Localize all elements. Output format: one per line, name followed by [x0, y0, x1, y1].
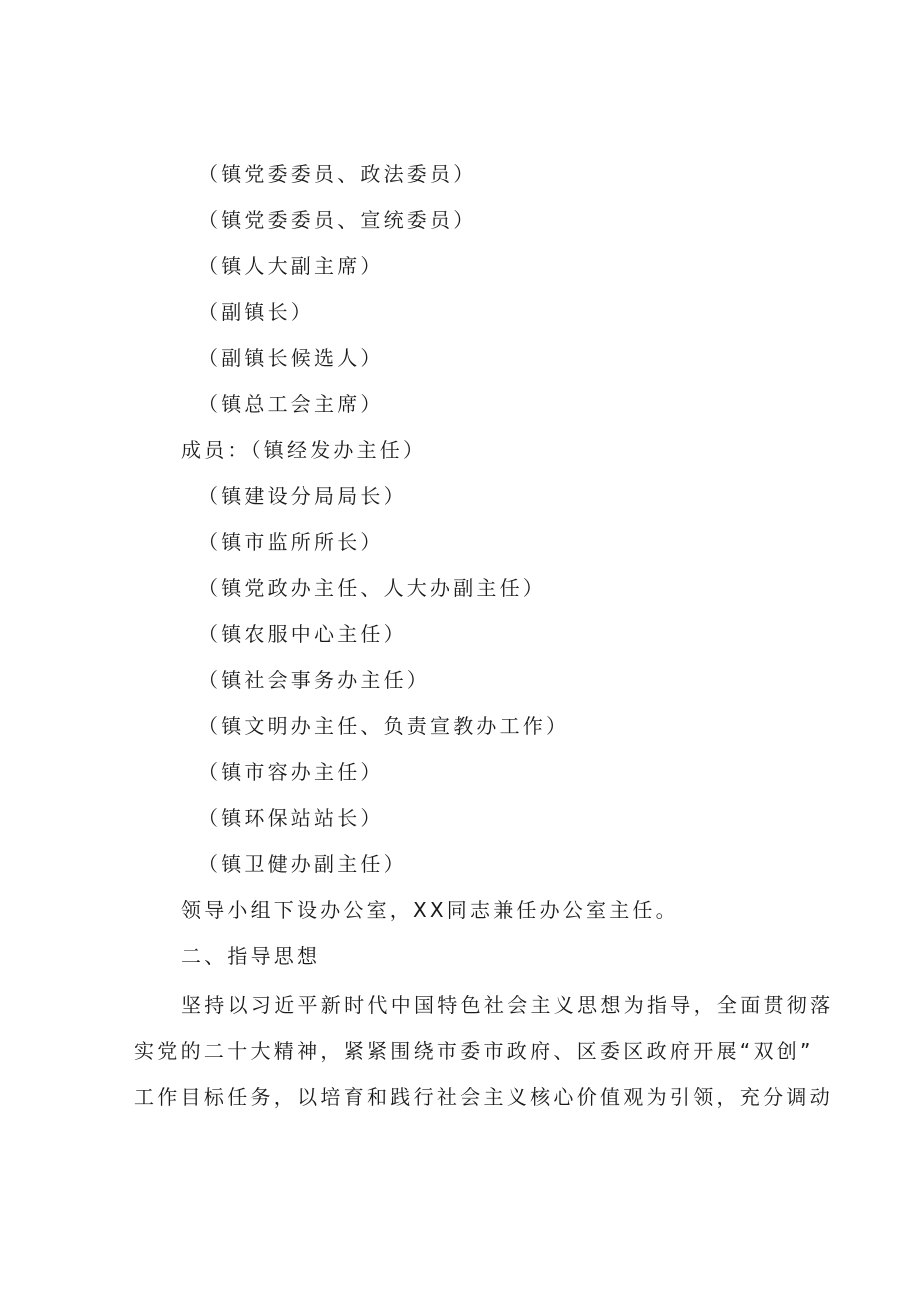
- role-line: （副镇长）: [198, 300, 314, 324]
- role-line: （镇社会事务办主任）: [198, 668, 430, 692]
- section-heading: 二、指导思想: [181, 944, 321, 968]
- office-note: 领导小组下设办公室，XX同志兼任办公室主任。: [181, 898, 679, 922]
- paragraph-line: 工作目标任务，以培育和践行社会主义核心价值观为引领，充分调动: [134, 1085, 833, 1109]
- guiding-thought-paragraph: [134, 982, 834, 1120]
- role-line: （镇党委委员、宣统委员）: [198, 208, 477, 232]
- role-line: （镇文明办主任、负责宣教办工作）: [198, 714, 570, 738]
- members-heading-line: 成员：（镇经发办主任）: [181, 438, 427, 462]
- role-line: （镇卫健办副主任）: [198, 852, 407, 876]
- role-line: （副镇长候选人）: [198, 346, 384, 370]
- paragraph-line: 坚持以习近平新时代中国特色社会主义思想为指导，全面贯彻落: [181, 993, 834, 1017]
- role-line: （镇党政办主任、人大办副主任）: [198, 576, 546, 600]
- role-line: （镇建设分局局长）: [198, 484, 407, 508]
- role-line: （镇总工会主席）: [198, 392, 384, 416]
- role-line: （镇党委委员、政法委员）: [198, 162, 477, 186]
- role-line: （镇人大副主席）: [198, 254, 384, 278]
- role-line: （镇市容办主任）: [198, 760, 384, 784]
- paragraph-line: 实党的二十大精神，紧紧围绕市委市政府、区委区政府开展“双创”: [134, 1039, 814, 1063]
- role-line: （镇农服中心主任）: [198, 622, 407, 646]
- role-line: （镇市监所所长）: [198, 530, 384, 554]
- role-line: （镇环保站站长）: [198, 806, 384, 830]
